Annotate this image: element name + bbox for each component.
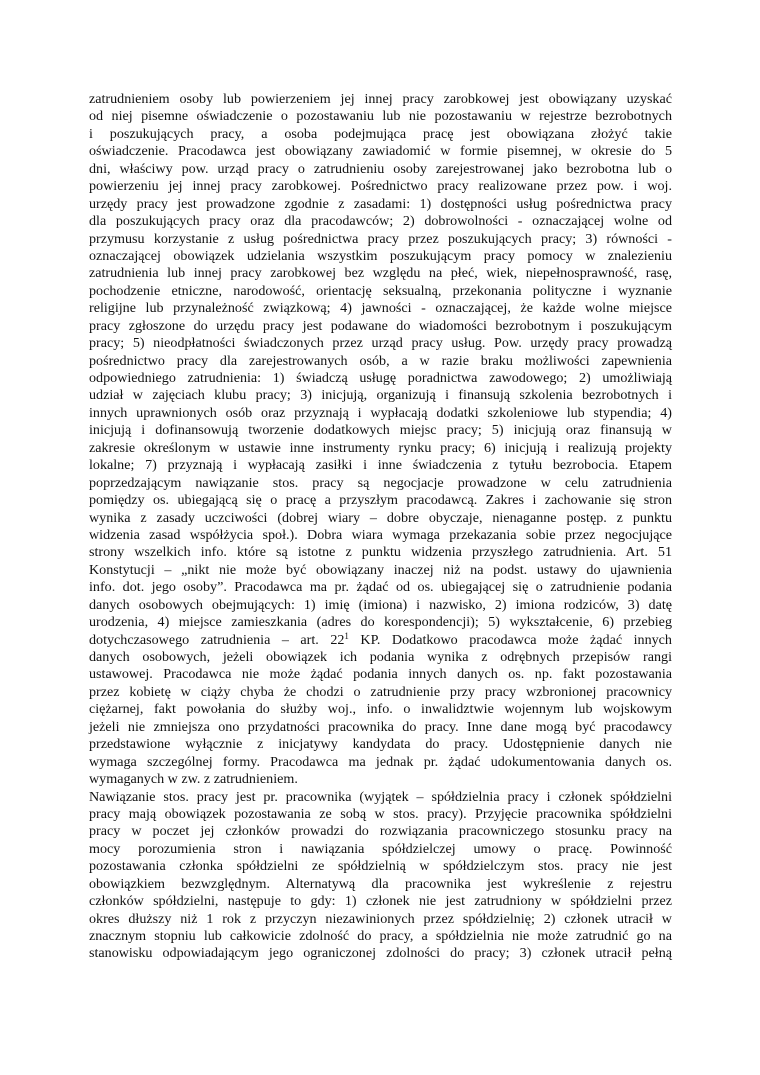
text-line: ustawowej. Pracodawca nie może żądać podania innych danych os. np. fakt pozostawania	[89, 666, 672, 683]
text-line-with-superscript	[89, 632, 672, 649]
text-line: lokalne; 7) przyznają i wypłacają zasiłki i inne świadczenia z tytułu bezrobocia. Etapem	[89, 457, 672, 474]
text-line: poprzedzającym nawiązanie stos. pracy są negocjacje prowadzone w celu zatrudnienia	[89, 474, 672, 491]
text-line: zatrudnieniem osoby lub powierzeniem jej innej pracy zarobkowej jest obowiązany uzyskać	[89, 91, 672, 107]
article-superscript: 1	[344, 630, 349, 641]
text-line: pracy zgłoszone do urzędu pracy jest podawane do wiadomości bezrobotnym i poszukującym	[89, 317, 672, 334]
text-line: udział w zajęciach klubu pracy; 3) inicjują, organizują i finansują szkolenia bezrobotnych i	[89, 387, 672, 404]
text-line: danych osobowych obejmujących: 1) imię (imiona) i nazwisko, 2) imiona rodziców, 3) datę	[89, 596, 672, 613]
text-line: Konstytucji – „nikt nie może być obowiązany inaczej niż na podst. ustawy do ujawnienia	[89, 561, 672, 578]
text-line: znacznym stopniu lub całkowicie zdolność do pracy, a spółdzielnia nie może zatrudnić go na	[89, 928, 672, 944]
text-line: zakresie określonym w ustawie inne instrumenty rynku pracy; 6) inicjują i realizują projekty	[89, 439, 672, 456]
text-segment: dotychczasowego zatrudnienia – art. 22	[89, 631, 345, 648]
text-line: przez kobietę w ciąży chyba że chodzi o zatrudnienie przy pracy wzbronionej pracownicy	[89, 683, 672, 700]
text-line: przedstawione wyłącznie z inicjatywy kandydata do pracy. Udostępnienie danych nie	[89, 736, 672, 753]
text-line: pochodzenie etniczne, narodowość, orientację seksualną, przekonania polityczne i wyznanie	[89, 282, 672, 299]
text-line: religijne lub przynależność związkową; 4) jawności - oznaczającej, że każde wolne miejsce	[89, 300, 672, 317]
text-line: Nawiązanie stos. pracy jest pr. pracownika (wyjątek – spółdzielnia pracy i członek spółdzielni	[89, 788, 672, 805]
text-line: strony wszelkich info. które są istotne z punktu widzenia przyszłego zatrudnienia. Art. 51	[89, 544, 672, 561]
text-line: wymaga szczególnej formy. Pracodawca ma jednak pr. żądać udokumentowania danych os.	[89, 753, 672, 770]
text-line: i poszukujących pracy, a osoba podejmująca pracę jest obowiązana złożyć takie	[89, 125, 672, 142]
text-line: info. dot. jego osoby”. Pracodawca ma pr. żądać od os. ubiegającej się o zatrudnienie podania	[89, 579, 672, 596]
text-line: okres dłuższy niż 1 rok z przyczyn niezawinionych przez spółdzielnię; 2) członek utracił w	[89, 910, 672, 927]
text-line: zatrudnienia lub innej pracy zarobkowej bez względu na płeć, wiek, niepełnosprawność, rasę,	[89, 265, 672, 282]
text-line: obowiązkiem bezwzględnym. Alternatywą dla pracownika jest wykreślenie z rejestru	[89, 875, 672, 892]
text-line: dla poszukujących pracy oraz dla pracodawców; 2) dobrowolności - oznaczającej wolne od	[89, 213, 672, 230]
text-line: powierzeniu jej innej pracy zarobkowej. Pośrednictwo pracy realizowane przez pow. i woj.	[89, 178, 672, 195]
text-line: inicjują i dofinansowują tworzenie dodatkowych miejsc pracy; 5) inicjują oraz finansują w	[89, 422, 672, 439]
text-line: mocy porozumienia stron i nawiązania spółdzielczej umowy o pracę. Powinność	[89, 840, 672, 857]
text-line: jeżeli nie zmniejsza ono przydatności pracownika do pracy. Inne dane mogą być pracodawcy	[89, 718, 672, 735]
text-segment: KP. Dodatkowo pracodawca może żądać innych	[348, 631, 672, 648]
text-line: członków spółdzielni, następuje to gdy: 1) członek nie jest zatrudniony w spółdzielni przez	[89, 893, 672, 910]
text-line: danych osobowych, jeżeli obowiązek ich podania wynika z odrębnych przepisów rangi	[89, 649, 672, 665]
text-line: pracy mają obowiązek pozostawania ze sobą w stos. pracy). Przyjęcie pracownika spółdzielni	[89, 805, 672, 822]
text-line: wymaganych w zw. z zatrudnieniem.	[89, 771, 298, 788]
text-line: urzędy pracy jest prowadzone zgodnie z zasadami: 1) dostępności usług pośrednictwa pracy	[89, 195, 672, 212]
text-line: pośrednictwo pracy dla zarejestrowanych osób, a w razie braku możliwości zapewnienia	[89, 352, 672, 369]
text-line: wynika z zasady uczciwości (dobrej wiary – dobre obyczaje, nienaganne postęp. z punktu	[89, 509, 672, 526]
text-line: pomiędzy os. ubiegającą się o pracę a przyszłym pracodawcą. Zakres i zachowanie się stron	[89, 492, 672, 509]
text-line: odpowiedniego zatrudnienia: 1) świadczą usługę poradnictwa zawodowego; 2) umożliwiają	[89, 370, 672, 386]
text-line: stanowisku odpowiadającym jego ograniczonej zdolności do pracy; 3) członek utracił pełną	[89, 945, 672, 962]
text-line: pracy w poczet jej członków prowadzi do rozwiązania pracowniczego stosunku pracy na	[89, 823, 672, 840]
document-body	[89, 91, 672, 963]
text-line: pracy; 5) nieodpłatności świadczonych przez urząd pracy usług. Pow. urzędy pracy prowadzą	[89, 335, 672, 352]
text-line: innych uprawnionych osób oraz przyznają i wypłacają dodatki szkoleniowe lub stypendia; 4)	[89, 404, 672, 421]
text-line: oznaczającej obowiązek udzielania wszystkim poszukującym pracy pomocy w znalezieniu	[89, 247, 672, 264]
text-line: urodzenia, 4) miejsce zamieszkania (adres do korespondencji); 5) wykształcenie, 6) przebieg	[89, 614, 672, 631]
text-line: oświadczenie. Pracodawca jest obowiązany zawiadomić w formie pisemnej, w okresie do 5	[89, 143, 672, 160]
text-line: dni, właściwy pow. urząd pracy o zatrudnieniu osoby zarejestrowanej jako bezrobotna lub o	[89, 160, 672, 177]
text-line: od niej pisemne oświadczenie o pozostawaniu lub nie pozostawaniu w rejestrze bezrobotnych	[89, 108, 672, 125]
text-line: widzenia zasad współżycia społ.). Dobra wiara wymaga przekazania sobie przez negocjujące	[89, 526, 672, 543]
text-line: ciężarnej, fakt powołania do służby woj., info. o inwalidztwie wojennym lub wojskowym	[89, 701, 672, 718]
text-line: przymusu korzystanie z usług pośrednictwa pracy przez poszukujących pracy; 3) równości -	[89, 230, 672, 247]
text-line: pozostawania członka spółdzielni ze spółdzielnią w spółdzielczym stos. pracy nie jest	[89, 858, 672, 875]
